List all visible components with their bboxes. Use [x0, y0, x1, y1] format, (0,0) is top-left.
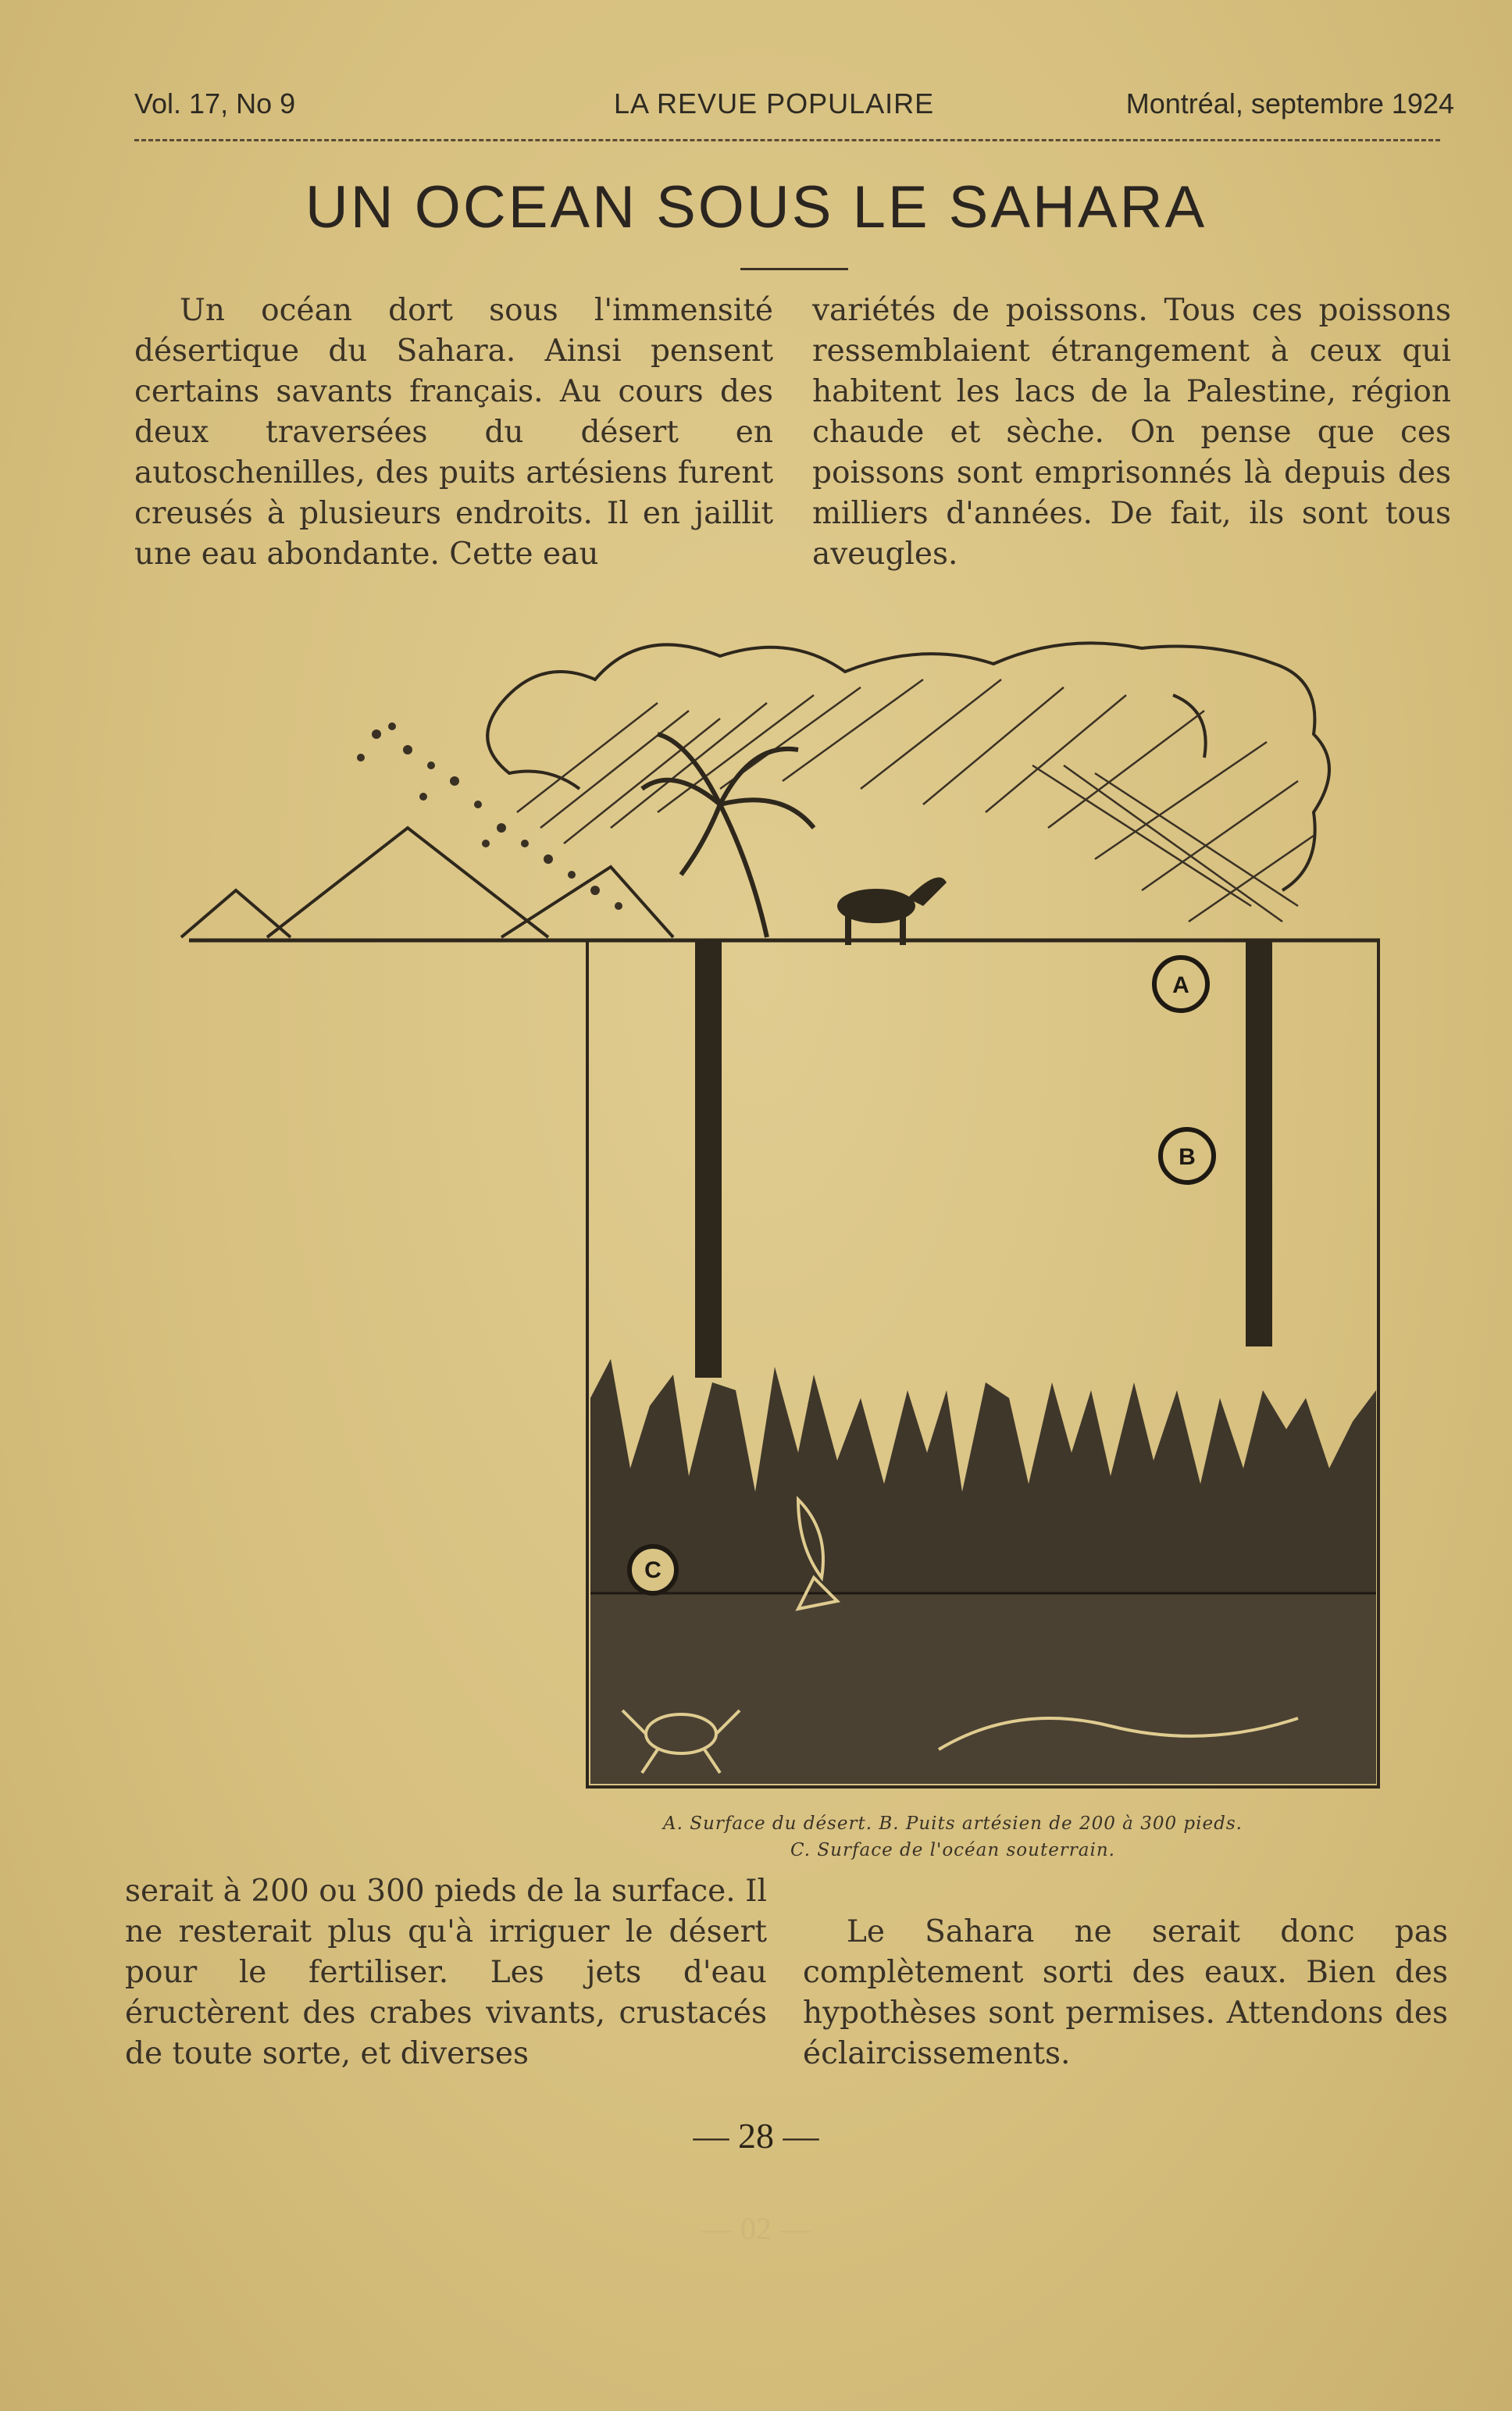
label-b — [1161, 1129, 1214, 1182]
palm-tree — [642, 734, 814, 937]
figure-caption — [594, 1810, 1312, 1864]
paragraph: variétés de poissons. Tous ces poissons ressemblaient étrangement à ceux qui habitent les lacs de la Palestine, région chaude et sèche. On pense que ces poissons sont emprisonnés là depuis des milliers d'années. De fait, ils sont tous aveugles. — [812, 293, 1451, 572]
paragraph: serait à 200 ou 300 pieds de la surface. Il ne resterait plus qu'à irriguer le désert pour le fertiliser. Les jets d'eau éructèrent des crabes vivants, crustacés de toute sorte, et diverses — [125, 1874, 767, 2071]
paragraph: Le Sahara ne serait donc pas complètement sorti des eaux. Bien des hypothèses sont permises. Attendons des éclaircissements. — [803, 1914, 1448, 2071]
svg-text:B: B — [1179, 1144, 1196, 1170]
page-header — [134, 87, 1454, 134]
article-title: UN OCEAN SOUS LE SAHARA — [305, 174, 1207, 241]
magazine-name: LA REVUE POPULAIRE — [614, 87, 935, 119]
sahara-ocean-illustration — [173, 609, 1392, 1796]
title-divider — [740, 268, 848, 270]
storm-hatching — [517, 679, 1314, 922]
page-number: — 28 — — [693, 2116, 819, 2156]
paragraph: Un océan dort sous l'immensité désertique du Sahara. Ainsi pensent certains savants français. Au cours des deux traversées du désert en autoschenilles, des puits artésiens furent creusés à plusieurs endroits. Il en jaillit une eau abondante. Cette eau — [134, 293, 773, 572]
svg-text:C: C — [644, 1557, 662, 1583]
label-c — [629, 1546, 676, 1593]
header-divider — [134, 139, 1440, 141]
pyramids — [181, 828, 673, 937]
animal-figure — [837, 877, 947, 945]
column-top-right — [812, 291, 1451, 575]
column-top-left — [134, 291, 773, 575]
volume-number: Vol. 17, No 9 — [134, 87, 296, 119]
column-bottom-left — [125, 1871, 767, 2074]
caption-line-2: C. Surface de l'océan souterrain. — [790, 1840, 1115, 1860]
bleed-through-page-number: — 02 — — [701, 2211, 811, 2246]
storm-clouds — [487, 643, 1329, 890]
label-a — [1154, 958, 1207, 1011]
caption-line-1: A. Surface du désert. B. Puits artésien de 200 à 300 pieds. — [663, 1814, 1243, 1834]
svg-text:A: A — [1172, 972, 1189, 998]
place-and-date: Montréal, septembre 1924 — [1125, 87, 1454, 119]
column-bottom-right — [803, 1912, 1448, 2074]
